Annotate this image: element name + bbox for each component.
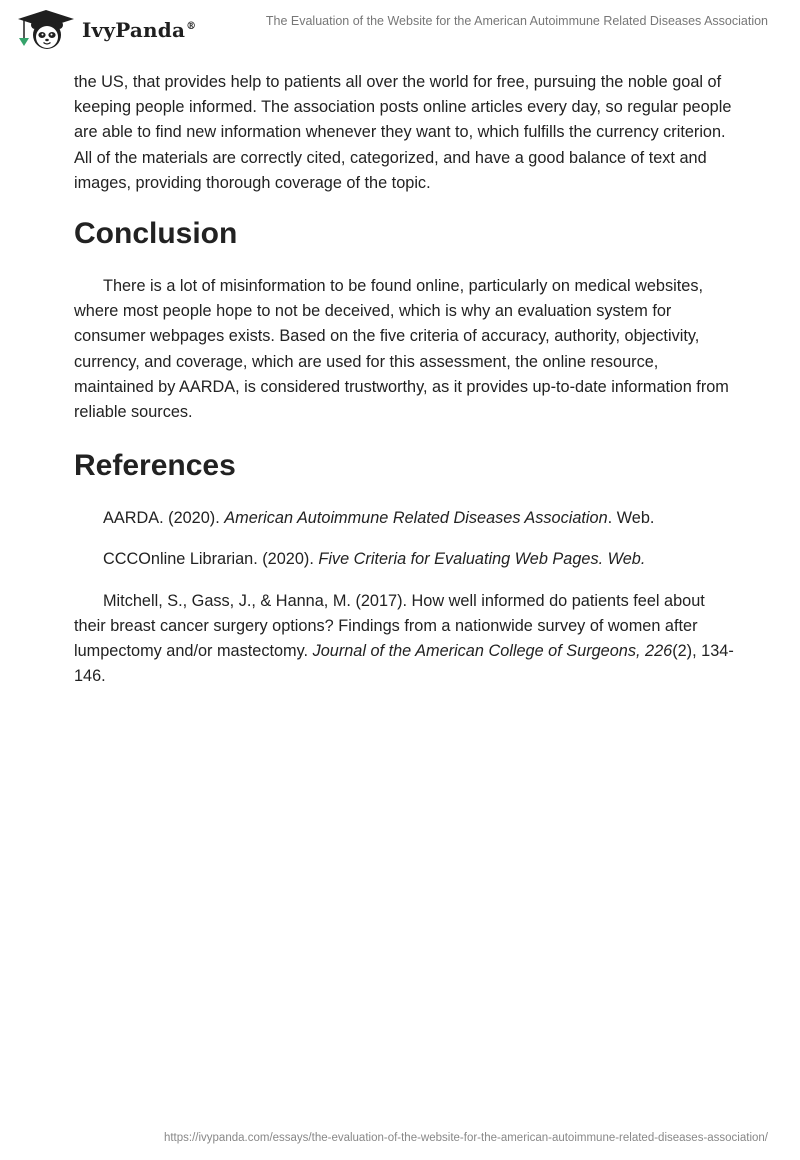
conclusion-heading: Conclusion [74, 217, 238, 251]
logo-text: IvyPanda® [82, 18, 197, 42]
source-url[interactable]: https://ivypanda.com/essays/the-evaluation-of-the-website-for-the-american-autoimmune-related-diseases-association/ [163, 1132, 768, 1144]
document-title: The Evaluation of the Website for the American Autoimmune Related Diseases Association [265, 14, 768, 28]
conclusion-paragraph: There is a lot of misinformation to be found online, particularly on medical websites, where most people hope to not be deceived, which is why an evaluation system for consumer webpages exists. Based on the five criteria of accuracy, authority, objectivity, currency, and coverage, which are used for this assessment, the online resource, maintained by AARDA, is considered trustworthy, as it provides up-to-date information from reliable sources. [74, 277, 729, 422]
essay-content [74, 70, 734, 689]
reference-item: CCCOnline Librarian. (2020). Five Criteria for Evaluating Web Pages. Web. [103, 550, 646, 569]
references-heading: References [74, 449, 236, 483]
page-header [0, 0, 800, 60]
reference-item: Mitchell, S., Gass, J., & Hanna, M. (2017). How well informed do patients feel about their breast cancer surgery options? Findings from a nationwide survey of women after lumpectomy and/or mastectomy. Journal of the American College of Surgeons, 226(2), 134-146. [74, 591, 734, 686]
panda-icon [16, 8, 76, 52]
intro-paragraph: the US, that provides help to patients all over the world for free, pursuing the noble goal of keeping people informed. The association posts online articles every day, so regular people are able to find new information whenever they want to, which fulfills the currency criterion. All of the materials are correctly cited, categorized, and have a good balance of text and images, providing thorough coverage of the topic. [74, 73, 732, 192]
reference-item: AARDA. (2020). American Autoimmune Related Diseases Association. Web. [103, 509, 655, 528]
ivypanda-logo[interactable] [16, 8, 196, 52]
